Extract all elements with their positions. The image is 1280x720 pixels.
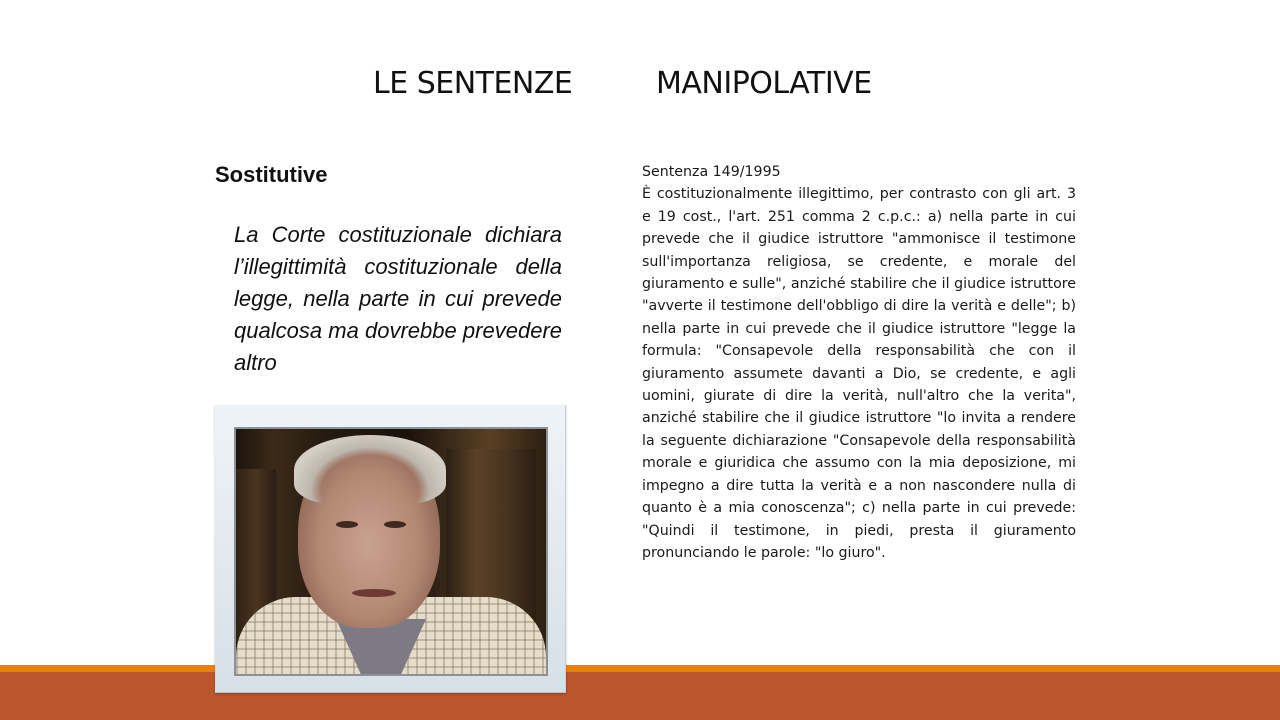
slide-title-part2: MANIPOLATIVE xyxy=(656,66,872,101)
accent-stripe xyxy=(0,665,1280,672)
case-body: È costituzionalmente illegittimo, per contrasto con gli art. 3 e 19 cost., l'art. 251 comma 2 c.p.c.: a) nella parte in cui prevede che il giudice istruttore "ammonisce il testimone sull'importanza religiosa, se credente, e morale del giuramento e sulle", anziché stabilire che il giudice istruttore "avverte il testimone dell'obbligo di dire la verità e delle"; b) nella parte in cui prevede che il giudice istruttore "legge la formula: "Consapevole della responsabilità che con il giuramento assumete davanti a Dio, se credente, e agli uomini, giurate di dire la verità, null'altro che la verita", anziché stabilire che il giudice istruttore "lo invita a rendere la seguente dichiarazione "Consapevole della responsabilità morale e giuridica che assumo con la mia deposizione, mi impegno a dire tutta la verità e a non nascondere nulla di quanto è a mia conoscenza"; c) nella parte in cui prevede: "Quindi il testimone, in piedi, presta il giuramento pronunciando le parole: "lo giuro". xyxy=(642,186,1076,561)
person-hair xyxy=(294,435,446,505)
footer-band xyxy=(0,672,1280,720)
person-eye-left xyxy=(336,521,358,528)
webcam-overlay xyxy=(215,405,566,693)
slide-title-part1: LE SENTENZE xyxy=(373,66,573,101)
webcam-video-feed-icon xyxy=(234,427,548,676)
person-eye-right xyxy=(384,521,406,528)
person-mouth xyxy=(352,589,396,597)
definition-text: La Corte costituzionale dichiara l’illegittimità costituzionale della legge, nella parte in cui prevede qualcosa ma dovrebbe prevedere altro xyxy=(234,222,562,375)
slide-title xyxy=(0,64,1280,108)
case-title: Sentenza 149/1995 xyxy=(642,164,781,180)
section-heading: Sostitutive xyxy=(215,162,328,187)
case-text-block xyxy=(642,161,1076,564)
